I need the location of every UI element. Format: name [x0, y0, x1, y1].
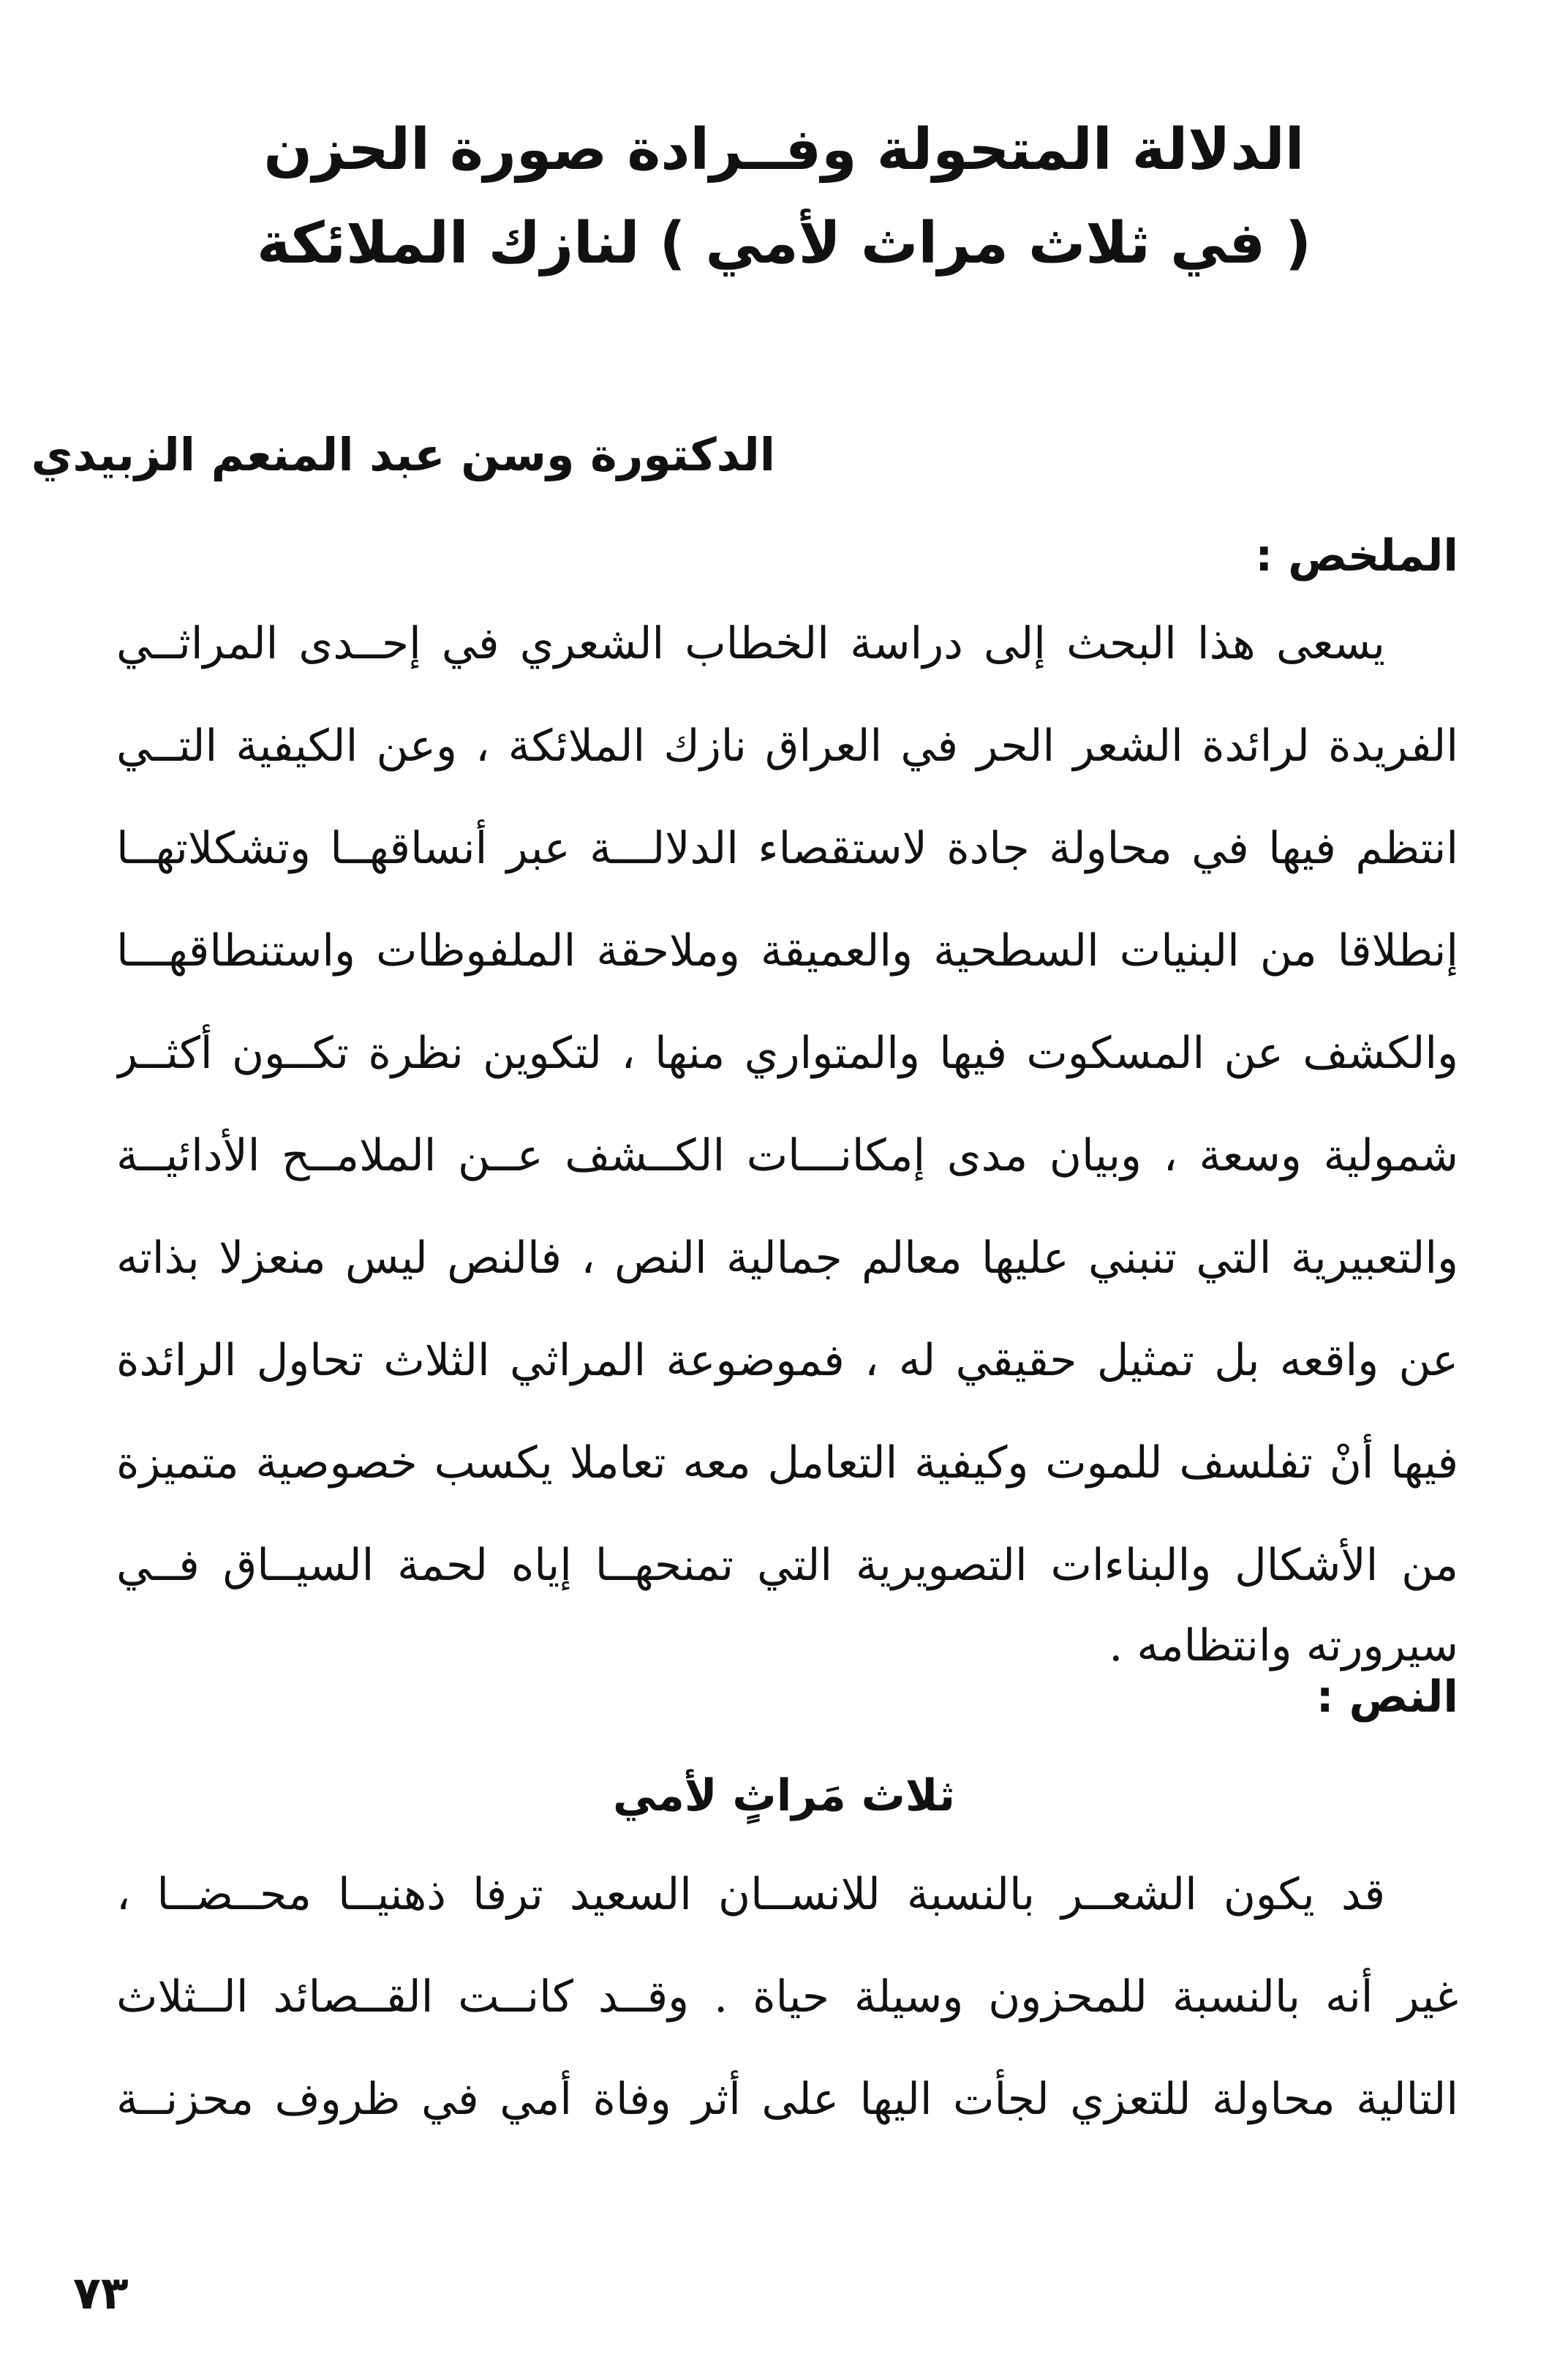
summary-line: شمولية وسعة ، وبيان مدى إمكانـــات الكــشف عــن الملامــح الأدائيــة: [116, 1130, 1458, 1181]
author-name: الدكتورة وسن عبد المنعم الزبيدي: [31, 428, 775, 481]
summary-line: فيها أنْ تفلسف للموت وكيفية التعامل معه تعاملا يكسب خصوصية متميزة: [116, 1437, 1458, 1489]
summary-line: الفريدة لرائدة الشعر الحر في العراق نازك الملائكة ، وعن الكيفية التــي: [116, 721, 1458, 772]
summary-line: من الأشكال والبناءات التصويرية التي تمنحهــا إياه لحمة السيــاق فــي: [116, 1540, 1458, 1591]
page-number: ٧٣: [73, 2266, 129, 2320]
text-line: غير أنه بالنسبة للمحزون وسيلة حياة . وقــد كانــت القــصائد الــثلاث: [116, 1971, 1458, 2023]
article-title-line-2: ( في ثلاث مراث لأمي ) لنازك الملائكة: [257, 211, 1311, 276]
text-line: قد يكون الشعــر بالنسبة للانســان السعيد ترفا ذهنيــا محــضــا ،: [116, 1869, 1386, 1920]
text-line: التالية محاولة للتعزي لجأت اليها على أثر وفاة أمي في ظروف محزنــة: [116, 2074, 1458, 2125]
summary-line: انتظم فيها في محاولة جادة لاستقصاء الدلالـــة عبر أنساقهــا وتشكلاتهــا: [116, 823, 1458, 874]
text-heading: النص :: [1316, 1671, 1458, 1723]
summary-line: والكشف عن المسكوت فيها والمتواري منها ، لتكوين نظرة تكــون أكثــر: [116, 1028, 1458, 1079]
summary-line: إنطلاقا من البنيات السطحية والعميقة وملاحقة الملفوظات واستنطاقهـــا: [116, 925, 1458, 977]
summary-heading: الملخص :: [1255, 530, 1458, 582]
poem-title: ثلاث مَراثٍ لأمي: [612, 1770, 956, 1821]
summary-line: يسعى هذا البحث إلى دراسة الخطاب الشعري في إحــدى المراثــي: [116, 618, 1385, 669]
article-title-line-1: الدلالة المتحولة وفــرادة صورة الحزن: [263, 117, 1305, 183]
summary-line-last: سيرورته وانتظامه .: [1109, 1620, 1458, 1671]
summary-line: عن واقعه بل تمثيل حقيقي له ، فموضوعة المراثي الثلاث تحاول الرائدة: [116, 1335, 1458, 1386]
summary-line: والتعبيرية التي تنبني عليها معالم جمالية النص ، فالنص ليس منعزلا بذاته: [116, 1233, 1458, 1284]
